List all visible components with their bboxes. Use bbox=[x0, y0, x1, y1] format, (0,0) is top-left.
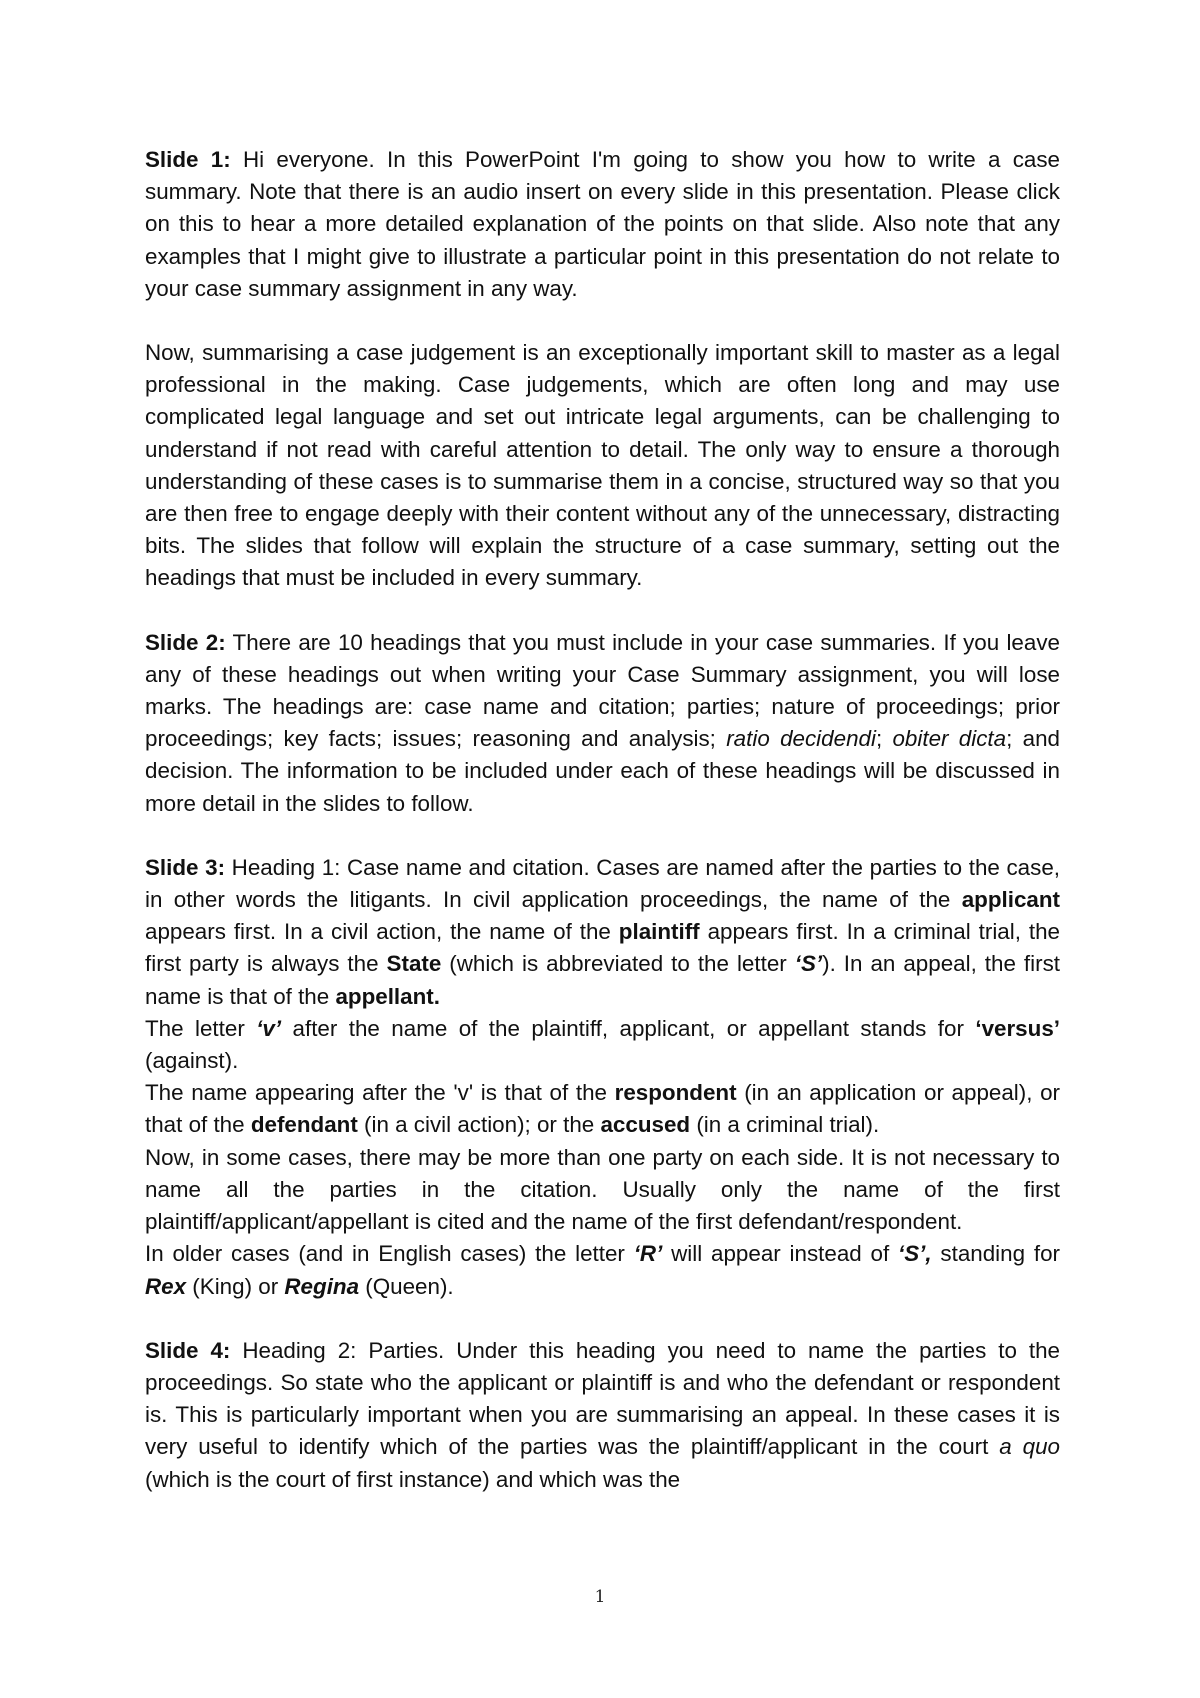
defendant-term: defendant bbox=[250, 1112, 358, 1138]
paragraph-text: Heading 2: Parties. Under this heading you need to name the parties to the proceedings. So state who the applicant or plaintiff is and who the defendant or respondent is. This is particularly important when you are summarising an appeal. In these cases it is very useful to identify which of the parties was the plaintiff/applicant in the court bbox=[145, 1337, 1060, 1460]
paragraph-text: In older cases (and in English cases) the letter bbox=[145, 1241, 634, 1267]
paragraph-text: standing for bbox=[931, 1241, 1060, 1267]
versus-term: ‘versus’ bbox=[975, 1015, 1060, 1041]
paragraph-text: (against). bbox=[145, 1048, 239, 1074]
paragraph-text: There are 10 headings that you must include in your case summaries. If you leave any of these headings out when writing your Case Summary assignment, you will lose marks. The headings are: case name and citation; parties; nature of proceedings; prior proceedings; key facts; issues; reasoning and analysis; bbox=[145, 629, 1060, 752]
document-body bbox=[145, 144, 1060, 1496]
paragraph-text: ; and decision. The information to be included under each of these headings will be discussed in more detail in the slides to follow. bbox=[145, 726, 1060, 816]
letter-v-term: ‘v’ bbox=[256, 1015, 282, 1041]
paragraph-slide-3 bbox=[145, 852, 1060, 1013]
slide-label: Slide 3: bbox=[145, 854, 226, 880]
paragraph-text: after the name of the plaintiff, applicant, or appellant stands for bbox=[281, 1015, 976, 1041]
accused-term: accused bbox=[600, 1112, 691, 1138]
paragraph-text: (in an application or appeal), or that of the bbox=[145, 1080, 1061, 1138]
appellant-term: appellant. bbox=[335, 983, 440, 1009]
paragraph-text: (King) or bbox=[186, 1273, 285, 1299]
slide-label: Slide 2: bbox=[145, 629, 226, 655]
paragraph-text: (which is the court of first instance) and which was the bbox=[145, 1466, 681, 1492]
paragraph-older-cases bbox=[145, 1238, 1060, 1302]
paragraph-text: Now, in some cases, there may be more than one party on each side. It is not necessary to name all the parties in the citation. Usually only the name of the first plaintiff/applicant/appellant is cited and the name of the first defendant/respondent. bbox=[145, 1144, 1060, 1235]
paragraph-text: ). In an appeal, the first name is that of the bbox=[145, 951, 1060, 1009]
paragraph-slide-1 bbox=[145, 144, 1060, 305]
a-quo-term: a quo bbox=[999, 1434, 1060, 1460]
state-term: State bbox=[386, 951, 442, 977]
paragraph-text: (which is abbreviated to the letter bbox=[441, 951, 795, 977]
page-number: 1 bbox=[594, 1587, 606, 1607]
applicant-term: applicant bbox=[961, 887, 1060, 913]
paragraph-text: (in a civil action); or the bbox=[357, 1112, 601, 1138]
paragraph-text: (in a criminal trial). bbox=[690, 1112, 880, 1138]
paragraph-text: appears first. In a criminal trial, the first party is always the bbox=[145, 919, 1060, 977]
letter-s-term: ‘S’, bbox=[898, 1241, 932, 1267]
respondent-term: respondent bbox=[614, 1080, 737, 1106]
letter-s-term: ‘S’ bbox=[794, 951, 823, 977]
paragraph-versus bbox=[145, 1013, 1060, 1077]
paragraph-text: (Queen). bbox=[359, 1273, 454, 1299]
regina-term: Regina bbox=[284, 1273, 360, 1299]
paragraph-text: will appear instead of bbox=[662, 1241, 898, 1267]
paragraph-respondent bbox=[145, 1077, 1060, 1141]
slide-label: Slide 1: bbox=[145, 147, 231, 172]
paragraph-text: The name appearing after the 'v' is that of the bbox=[145, 1080, 615, 1106]
paragraph-text: The letter bbox=[145, 1015, 257, 1041]
ratio-decidendi-term: ratio decidendi bbox=[726, 726, 876, 752]
paragraph-slide-2 bbox=[145, 627, 1060, 820]
slide-label: Slide 4: bbox=[145, 1337, 231, 1363]
paragraph-text: appears first. In a civil action, the name of the bbox=[145, 919, 619, 945]
paragraph-text: Heading 1: Case name and citation. Cases are named after the parties to the case, in other words the litigants. In civil application proceedings, the name of the bbox=[145, 854, 1061, 913]
letter-r-term: ‘R’ bbox=[633, 1241, 663, 1267]
paragraph-multiple-parties bbox=[145, 1142, 1060, 1239]
paragraph-text: Hi everyone. In this PowerPoint I'm going to show you how to write a case summary. Note that there is an audio insert on every slide in this presentation. Please click on this to hear a more detailed explanation of the points on that slide. Also note that any examples that I might give to illustrate a particular point in this presentation do not relate to your case summary assignment in any way. bbox=[145, 147, 1060, 301]
plaintiff-term: plaintiff bbox=[618, 919, 700, 945]
paragraph-text: Now, summarising a case judgement is an exceptionally important skill to master as a legal professional in the making. Case judgements, which are often long and may use complicated legal language and set out intricate legal arguments, can be challenging to understand if not read with careful attention to detail. The only way to ensure a thorough understanding of these cases is to summarise them in a concise, structured way so that you are then free to engage deeply with their content without any of the unnecessary, distracting bits. The slides that follow will explain the structure of a case summary, setting out the headings that must be included in every summary. bbox=[145, 340, 1060, 591]
paragraph-slide-4 bbox=[145, 1335, 1060, 1496]
paragraph-text: ; bbox=[875, 726, 893, 752]
paragraph-summarising bbox=[145, 337, 1060, 595]
obiter-dicta-term: obiter dicta bbox=[892, 726, 1007, 752]
rex-term: Rex bbox=[145, 1273, 187, 1299]
